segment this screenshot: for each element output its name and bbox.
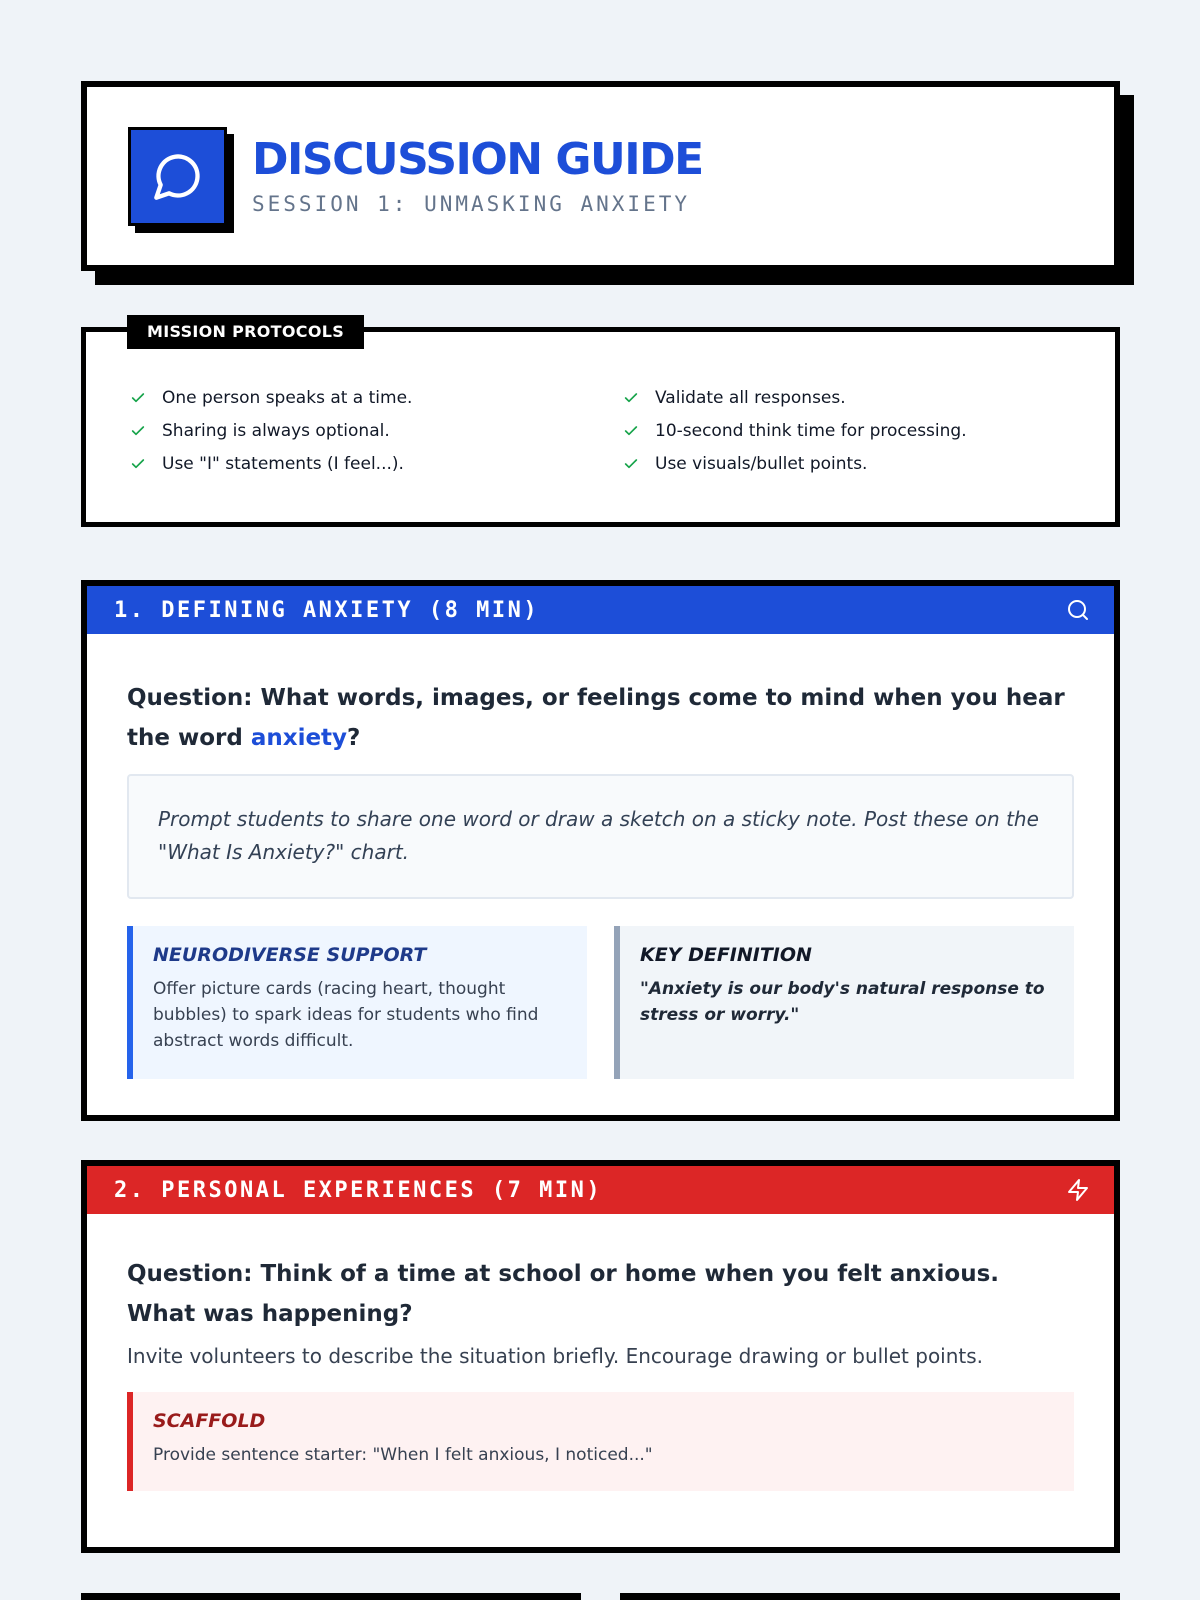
protocol-text: Use "I" statements (I feel...). <box>162 453 404 474</box>
instruction-text: Invite volunteers to describe the situation briefly. Encourage drawing or bullet points. <box>127 1344 984 1368</box>
section-personal-experiences <box>81 1160 1120 1553</box>
page-subtitle: SESSION 1: UNMASKING ANXIETY <box>252 192 691 217</box>
note-title: SCAFFOLD <box>153 1410 266 1432</box>
protocol-item <box>623 386 1070 409</box>
prompt-box: Prompt students to share one word or draw a sketch on a sticky note. Post these on the "What Is Anxiety?" chart. <box>127 774 1074 899</box>
note-title: KEY DEFINITION <box>640 944 812 966</box>
next-card-edge <box>620 1593 1120 1600</box>
protocol-item <box>130 386 623 409</box>
protocol-item <box>130 452 623 475</box>
check-icon <box>130 456 146 472</box>
protocol-text: 10-second think time for processing. <box>655 420 967 441</box>
mission-protocols-card <box>81 322 1120 527</box>
protocol-item <box>623 419 1070 442</box>
header-card <box>81 81 1120 271</box>
protocols-list <box>130 386 1070 475</box>
key-definition-note <box>614 926 1074 1079</box>
mission-protocols-tag: MISSION PROTOCOLS <box>127 315 364 349</box>
section-title: 2. PERSONAL EXPERIENCES (7 MIN) <box>114 1177 603 1203</box>
note-body: Provide sentence starter: "When I felt anxious, I noticed..." <box>153 1445 653 1465</box>
next-card-edge <box>81 1593 581 1600</box>
search-icon <box>1066 598 1090 622</box>
section-header <box>87 586 1114 634</box>
protocol-text: Validate all responses. <box>655 387 846 408</box>
notes-row <box>127 926 1074 1079</box>
lightning-icon <box>1066 1178 1090 1202</box>
section-title: 1. DEFINING ANXIETY (8 MIN) <box>114 597 540 623</box>
check-icon <box>623 423 639 439</box>
highlighted-term: anxiety <box>250 725 348 751</box>
note-body: Offer picture cards (racing heart, thought bubbles) to spark ideas for students who find abstract words difficult. <box>153 979 539 1051</box>
check-icon <box>623 390 639 406</box>
protocol-item <box>130 419 623 442</box>
section-defining-anxiety <box>81 580 1120 1121</box>
question-text: Question: What words, images, or feelings come to mind when you hear the word anxiety? <box>127 685 1065 751</box>
protocol-item <box>623 452 1070 475</box>
section-header <box>87 1166 1114 1214</box>
protocol-text: Use visuals/bullet points. <box>655 453 868 474</box>
check-icon <box>130 390 146 406</box>
neurodiverse-support-note <box>127 926 587 1079</box>
note-title: NEURODIVERSE SUPPORT <box>153 944 427 966</box>
note-body: "Anxiety is our body's natural response to stress or worry." <box>640 979 1045 1025</box>
scaffold-note <box>127 1392 1074 1491</box>
chat-bubble-icon <box>128 127 227 226</box>
question-text: Question: Think of a time at school or home when you felt anxious. What was happening? <box>127 1261 999 1327</box>
protocol-text: One person speaks at a time. <box>162 387 413 408</box>
page-title: DISCUSSION GUIDE <box>252 133 703 185</box>
check-icon <box>623 456 639 472</box>
check-icon <box>130 423 146 439</box>
protocol-text: Sharing is always optional. <box>162 420 390 441</box>
